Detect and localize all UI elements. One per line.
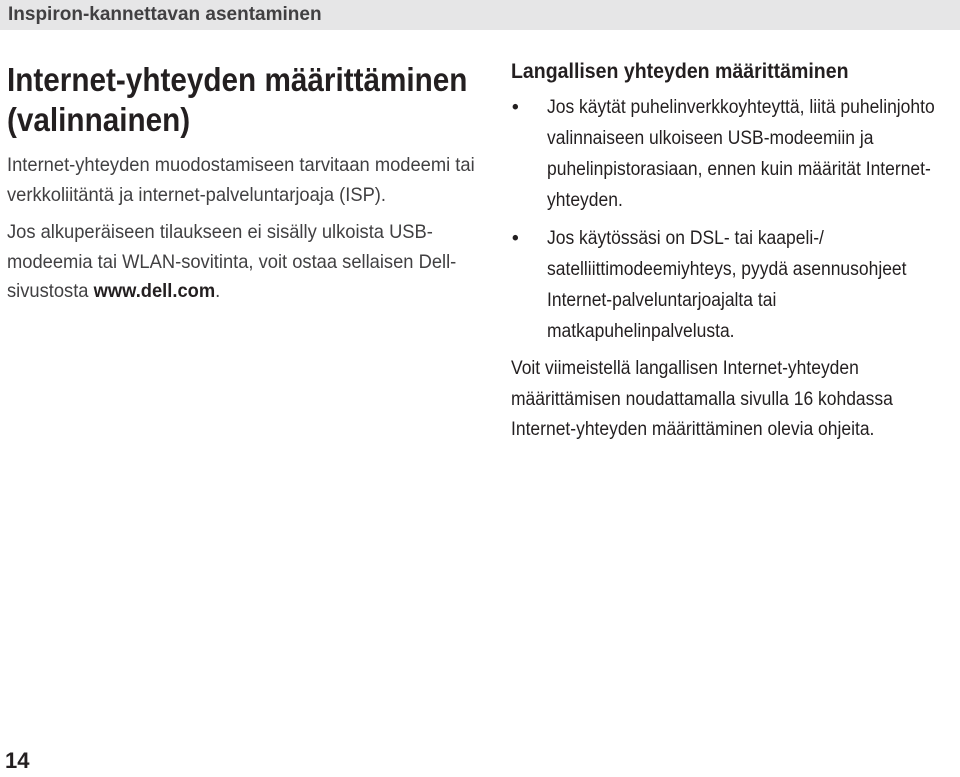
bullet-text: Jos käytät puhelinverkkoyhteyttä, liitä puhelinjohto valinnaiseen ulkoiseen USB-modeemiin ja puhelinpistorasiaan, ennen kuin määrität Internet-yhteyden. — [547, 97, 935, 211]
bullet-text: Jos käytössäsi on DSL- tai kaapeli-/ satelliittimodeemiyhteys, pyydä asennusohjeet Internet-palveluntarjoajalta tai matkapuhelinpalvelusta. — [547, 228, 907, 342]
bullet-list — [511, 92, 956, 347]
purchase-paragraph — [7, 218, 477, 307]
dell-website-link[interactable]: www.dell.com — [93, 280, 216, 302]
wired-connection-subtitle: Langallisen yhteyden määrittäminen — [511, 60, 849, 83]
running-header-title: Inspiron-kannettavan asentaminen — [8, 4, 322, 25]
left-column — [7, 60, 477, 315]
page-number: 14 — [5, 748, 30, 773]
purchase-paragraph-end: . — [215, 280, 221, 302]
running-header-bar — [0, 0, 960, 30]
purchase-paragraph-text: Jos alkuperäiseen tilaukseen ei sisälly ulkoista USB-modeemia tai WLAN-sovitinta, voit ostaa sellaisen Dell-sivustosta — [7, 221, 457, 302]
list-item — [511, 223, 956, 347]
section-title: Internet-yhteyden määrittäminen (valinnainen) — [7, 61, 468, 138]
intro-paragraph: Internet-yhteyden muodostamiseen tarvitaan modeemi tai verkkoliitäntä ja internet-palveluntarjoaja (ISP). — [7, 154, 475, 206]
closing-paragraph: Voit viimeistellä langallisen Internet-yhteyden määrittämisen noudattamalla sivulla 16 kohdassa Internet-yhteyden määrittäminen olevia ohjeita. — [511, 358, 893, 440]
bullet-icon: • — [512, 97, 519, 118]
list-item — [511, 92, 956, 216]
right-column — [511, 56, 956, 446]
bullet-icon: • — [512, 228, 519, 249]
